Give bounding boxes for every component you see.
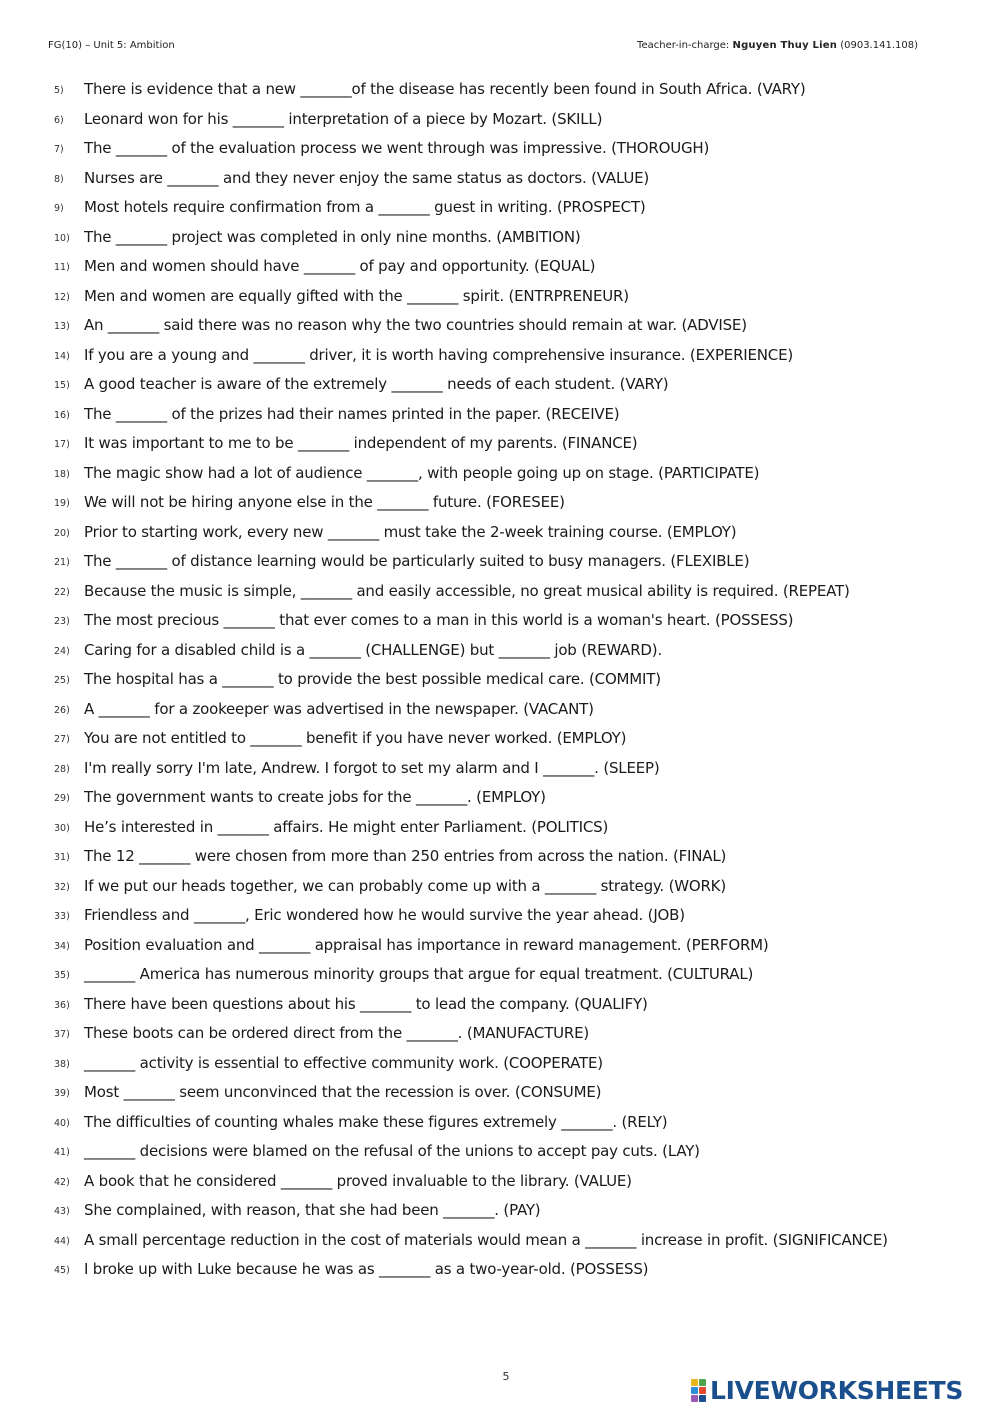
question-text: The difficulties of counting whales make these figures extremely _______. (RELY)	[84, 1112, 668, 1131]
question-text: _______ America has numerous minority groups that argue for equal treatment. (CULTURAL)	[84, 965, 754, 983]
question-number: 14)	[54, 350, 70, 362]
question-item	[0, 668, 1000, 698]
question-number: 27)	[54, 734, 70, 745]
question-item	[0, 314, 1000, 344]
question-text: We will not be hiring anyone else in the _______ future. (FORESEE)	[84, 493, 565, 511]
question-item	[0, 1170, 1000, 1200]
question-text: A book that he considered _______ proved invaluable to the library. (VALUE)	[84, 1171, 632, 1190]
question-number: 30)	[54, 822, 70, 834]
question-item	[0, 904, 1000, 934]
question-text: Most _______ seem unconvinced that the recession is over. (CONSUME)	[84, 1083, 602, 1101]
question-number: 45)	[54, 1265, 70, 1276]
question-item	[0, 1052, 1000, 1082]
question-number: 18)	[54, 468, 70, 480]
question-item	[0, 609, 1000, 639]
question-item	[0, 786, 1000, 816]
question-number: 39)	[54, 1088, 70, 1099]
question-text: It was important to me to be _______ independent of my parents. (FINANCE)	[84, 434, 638, 452]
question-item	[0, 698, 1000, 728]
question-item	[0, 727, 1000, 757]
question-number: 8)	[54, 173, 64, 185]
question-item	[0, 462, 1000, 492]
question-item	[0, 373, 1000, 403]
question-text: The _______ project was completed in only nine months. (AMBITION)	[84, 227, 581, 246]
question-number: 41)	[54, 1147, 70, 1158]
question-number: 6)	[54, 114, 64, 126]
question-number: 5)	[54, 85, 64, 96]
question-number: 22)	[54, 586, 70, 598]
question-text: There is evidence that a new _______of the disease has recently been found in South Africa. (VARY)	[84, 80, 806, 98]
question-list	[0, 78, 1000, 1288]
teacher-name: Nguyen Thuy Lien	[732, 40, 838, 51]
question-text: He’s interested in _______ affairs. He might enter Parliament. (POLITICS)	[84, 817, 609, 836]
question-item	[0, 432, 1000, 462]
question-text: Nurses are _______ and they never enjoy the same status as doctors. (VALUE)	[84, 168, 650, 187]
question-text: You are not entitled to _______ benefit if you have never worked. (EMPLOY)	[84, 729, 627, 747]
question-number: 19)	[54, 498, 70, 509]
question-number: 40)	[54, 1117, 70, 1129]
teacher-label: Teacher-in-charge:	[637, 40, 730, 51]
question-text: Men and women are equally gifted with the _______ spirit. (ENTRPRENEUR)	[84, 286, 629, 305]
logo-block	[691, 1387, 698, 1394]
question-item	[0, 845, 1000, 875]
question-item	[0, 1111, 1000, 1141]
question-item	[0, 108, 1000, 138]
question-text: The magic show had a lot of audience _______, with people going up on stage. (PARTICIPATE)	[84, 463, 760, 482]
question-item	[0, 226, 1000, 256]
question-number: 44)	[54, 1235, 70, 1247]
question-text: The hospital has a _______ to provide the best possible medical care. (COMMIT)	[84, 670, 661, 688]
question-number: 15)	[54, 380, 70, 391]
question-item	[0, 1140, 1000, 1170]
question-text: Leonard won for his _______ interpretation of a piece by Mozart. (SKILL)	[84, 109, 603, 128]
question-item	[0, 1258, 1000, 1288]
question-item	[0, 255, 1000, 285]
logo-text: LIVEWORKSHEETS	[710, 1375, 964, 1405]
unit-title: FG(10) – Unit 5: Ambition	[48, 40, 175, 51]
question-item	[0, 757, 1000, 787]
question-text: A good teacher is aware of the extremely _______ needs of each student. (VARY)	[84, 375, 669, 393]
question-text: If you are a young and _______ driver, it is worth having comprehensive insurance. (EXPERIENCE)	[84, 345, 794, 364]
question-item	[0, 167, 1000, 197]
question-number: 31)	[54, 852, 70, 863]
question-number: 17)	[54, 439, 70, 450]
teacher-info	[637, 40, 918, 51]
question-item	[0, 934, 1000, 964]
question-number: 7)	[54, 144, 64, 155]
question-number: 24)	[54, 645, 70, 657]
question-number: 23)	[54, 616, 70, 627]
question-item	[0, 137, 1000, 167]
question-item	[0, 1199, 1000, 1229]
logo-block	[691, 1379, 698, 1386]
question-text: I broke up with Luke because he was as _______ as a two-year-old. (POSSESS)	[84, 1260, 649, 1278]
question-item	[0, 78, 1000, 108]
question-number: 20)	[54, 527, 70, 539]
question-item	[0, 1229, 1000, 1259]
question-text: The _______ of the evaluation process we went through was impressive. (THOROUGH)	[84, 139, 710, 157]
question-text: These boots can be ordered direct from the _______. (MANUFACTURE)	[84, 1024, 590, 1042]
question-text: An _______ said there was no reason why the two countries should remain at war. (ADVISE)	[84, 316, 747, 334]
question-number: 36)	[54, 999, 70, 1011]
question-item	[0, 1081, 1000, 1111]
question-text: Friendless and _______, Eric wondered how he would survive the year ahead. (JOB)	[84, 906, 685, 924]
question-number: 38)	[54, 1058, 70, 1070]
question-number: 37)	[54, 1029, 70, 1040]
question-text: Position evaluation and _______ appraisal has importance in reward management. (PERFORM)	[84, 935, 769, 954]
logo-block	[699, 1395, 706, 1402]
question-item	[0, 403, 1000, 433]
question-item	[0, 580, 1000, 610]
question-number: 43)	[54, 1206, 70, 1217]
question-number: 29)	[54, 793, 70, 804]
question-item	[0, 639, 1000, 669]
question-text: The _______ of distance learning would be particularly suited to busy managers. (FLEXIBLE)	[84, 552, 750, 570]
page-number: 5	[502, 1370, 510, 1383]
question-number: 13)	[54, 321, 70, 332]
question-item	[0, 344, 1000, 374]
question-item	[0, 1022, 1000, 1052]
question-text: There have been questions about his _______ to lead the company. (QUALIFY)	[84, 994, 648, 1013]
question-text: I'm really sorry I'm late, Andrew. I forgot to set my alarm and I _______. (SLEEP)	[84, 758, 660, 777]
question-number: 21)	[54, 557, 70, 568]
question-item	[0, 491, 1000, 521]
question-text: Because the music is simple, _______ and easily accessible, no great musical ability is required. (REPEAT)	[84, 581, 850, 600]
question-number: 16)	[54, 409, 70, 421]
logo-block	[691, 1395, 698, 1402]
question-number: 34)	[54, 940, 70, 952]
liveworksheets-logo-icon	[691, 1379, 706, 1402]
question-text: The 12 _______ were chosen from more than 250 entries from across the nation. (FINAL)	[84, 847, 727, 865]
question-number: 33)	[54, 911, 70, 922]
question-item	[0, 285, 1000, 315]
question-number: 10)	[54, 232, 70, 244]
question-item	[0, 875, 1000, 905]
question-number: 11)	[54, 262, 70, 273]
logo-block	[699, 1379, 706, 1386]
question-item	[0, 550, 1000, 580]
question-number: 26)	[54, 704, 70, 716]
question-text: The _______ of the prizes had their names printed in the paper. (RECEIVE)	[84, 404, 620, 423]
question-text: Men and women should have _______ of pay and opportunity. (EQUAL)	[84, 257, 596, 275]
question-text: _______ activity is essential to effective community work. (COOPERATE)	[84, 1053, 603, 1072]
question-text: A _______ for a zookeeper was advertised in the newspaper. (VACANT)	[84, 699, 594, 718]
question-text: Most hotels require confirmation from a _______ guest in writing. (PROSPECT)	[84, 198, 646, 216]
question-text: She complained, with reason, that she had been _______. (PAY)	[84, 1201, 541, 1219]
question-item	[0, 993, 1000, 1023]
question-text: If we put our heads together, we can probably come up with a _______ strategy. (WORK)	[84, 876, 726, 895]
question-number: 9)	[54, 203, 64, 214]
teacher-phone: (0903.141.108)	[840, 40, 918, 51]
question-number: 42)	[54, 1176, 70, 1188]
question-item	[0, 196, 1000, 226]
question-item	[0, 521, 1000, 551]
question-text: Prior to starting work, every new _______ must take the 2-week training course. (EMPLOY)	[84, 522, 737, 541]
liveworksheets-logo	[691, 1375, 963, 1405]
question-number: 25)	[54, 675, 70, 686]
question-text: A small percentage reduction in the cost of materials would mean a _______ increase in profit. (SIGNIFICANCE)	[84, 1230, 888, 1249]
question-number: 28)	[54, 763, 70, 775]
question-text: The most precious _______ that ever comes to a man in this world is a woman's heart. (POSSESS)	[84, 611, 794, 629]
question-text: _______ decisions were blamed on the refusal of the unions to accept pay cuts. (LAY)	[84, 1142, 700, 1160]
question-number: 12)	[54, 291, 70, 303]
question-number: 35)	[54, 970, 70, 981]
question-item	[0, 963, 1000, 993]
page-header	[48, 40, 918, 56]
question-text: The government wants to create jobs for the _______. (EMPLOY)	[84, 788, 546, 806]
question-item	[0, 816, 1000, 846]
question-text: Caring for a disabled child is a _______ (CHALLENGE) but _______ job (REWARD).	[84, 640, 663, 659]
logo-block	[699, 1387, 706, 1394]
question-number: 32)	[54, 881, 70, 893]
